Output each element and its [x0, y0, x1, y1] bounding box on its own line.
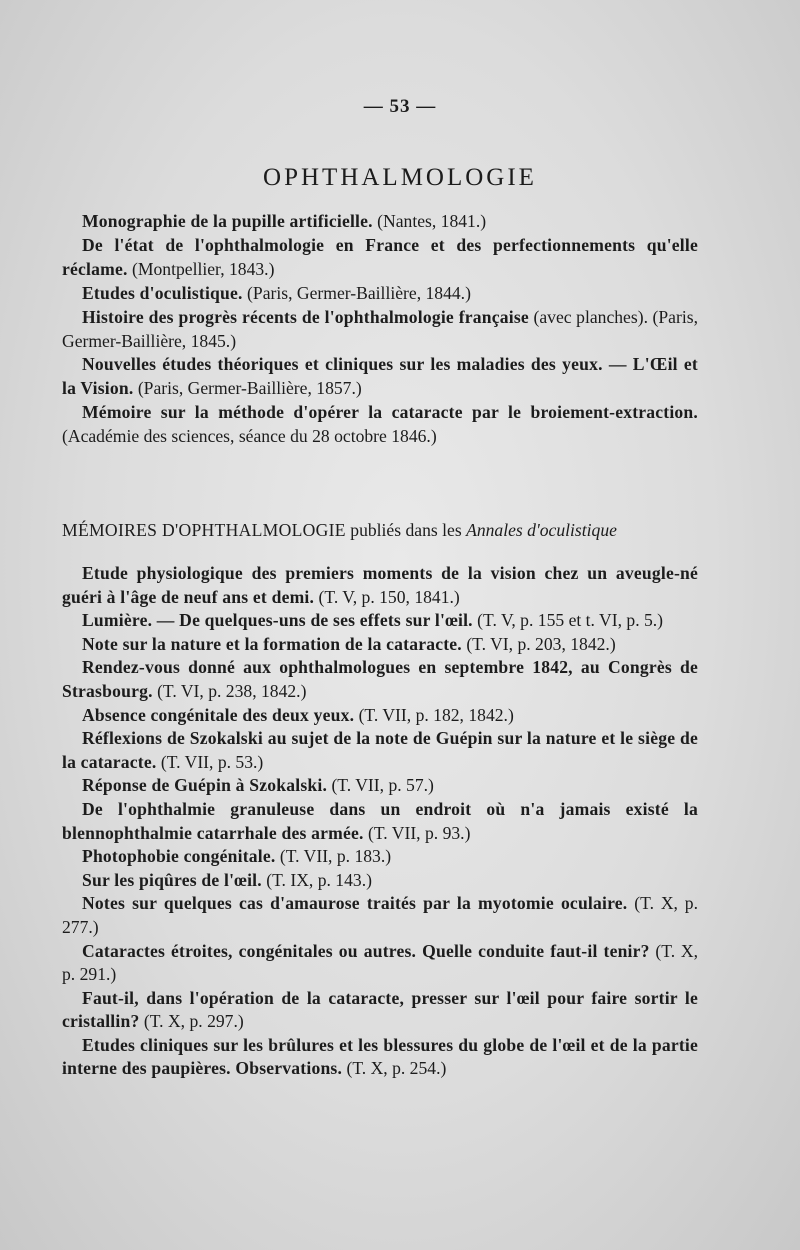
entry-title: Histoire des progrès récents de l'ophthalmologie française — [82, 306, 529, 327]
entry-title: Absence congénitale des deux yeux. — [82, 704, 355, 725]
list-item — [62, 306, 698, 354]
entry-details: (T. VII, p. 182, 1842.) — [358, 704, 514, 725]
list-item — [62, 704, 698, 728]
entry-title: Lumière. — De quelques-uns de ses effets sur l'œil. — [82, 610, 473, 631]
entry-title: Etude physiologique des premiers moments de la vision chez un aveugle-né guéri à l'âge de neuf ans et demi. — [62, 563, 698, 607]
entry-details: (T. X, p. 277.) — [62, 893, 698, 937]
list-item — [62, 656, 698, 703]
page-title: OPHTHALMOLOGIE — [263, 164, 537, 191]
entry-details: (Montpellier, 1843.) — [131, 258, 275, 279]
entry-details: (T. VII, p. 93.) — [367, 822, 471, 843]
heading-middle: publiés dans les — [350, 520, 462, 540]
entry-details: (Paris, Germer-Baillière, 1844.) — [247, 282, 471, 303]
entry-title: Faut-il, dans l'opération de la cataracte, presser sur l'œil pour faire sortir le cristallin? — [62, 987, 698, 1032]
memoires-heading — [62, 520, 722, 541]
list-item — [62, 401, 698, 449]
entry-title: Note sur la nature et la formation de la cataracte. — [82, 633, 462, 654]
entry-title: De l'ophthalmie granuleuse dans un endroit où n'a jamais existé la blennophthalmie catarrhale des armée. — [62, 798, 698, 843]
list-item — [62, 282, 698, 306]
list-item — [62, 987, 698, 1034]
list-item — [62, 562, 698, 609]
heading-prefix: MÉMOIRES D'OPHTHALMOLOGIE — [62, 520, 346, 540]
memoires-list — [62, 562, 698, 1081]
list-item — [62, 210, 698, 234]
list-item — [62, 892, 698, 939]
entry-details: (T. X, p. 291.) — [62, 940, 698, 985]
entry-title: Photophobie congénitale. — [82, 846, 276, 867]
list-item — [62, 845, 698, 869]
entry-details: (T. X, p. 297.) — [143, 1011, 244, 1032]
list-item — [62, 727, 698, 774]
entry-title: Etudes d'oculistique. — [82, 282, 243, 303]
entry-title: Nouvelles études théoriques et cliniques sur les maladies des yeux. — L'Œil et la Vision. — [62, 354, 698, 399]
list-item — [62, 798, 698, 845]
entry-details: (T. VI, p. 203, 1842.) — [466, 633, 616, 654]
entry-title: Notes sur quelques cas d'amaurose traités par la myotomie oculaire. — [82, 893, 628, 914]
entry-title: Monographie de la pupille artificielle. — [82, 211, 373, 231]
list-item — [62, 353, 698, 401]
page-number: — 53 — — [363, 96, 437, 117]
entry-details: (T. VII, p. 57.) — [331, 775, 434, 796]
entry-details: (T. V, p. 150, 1841.) — [318, 586, 460, 607]
list-item — [62, 869, 698, 893]
entry-title: Mémoire sur la méthode d'opérer la cataracte par le broiement-extraction. — [82, 402, 698, 423]
heading-journal: Annales d'oculistique — [466, 520, 617, 540]
entry-title: Rendez-vous donné aux ophthalmologues en septembre 1842, au Congrès de Strasbourg. — [62, 657, 698, 701]
entry-details: (T. VII, p. 183.) — [279, 846, 392, 867]
list-item — [62, 774, 698, 798]
entry-title: Cataractes étroites, congénitales ou autres. Quelle conduite faut-il tenir? — [82, 940, 650, 961]
entry-details: (Paris, Germer-Baillière, 1857.) — [137, 378, 362, 399]
entry-details: (Nantes, 1841.) — [377, 211, 487, 231]
entry-details: (Académie des sciences, séance du 28 octobre 1846.) — [62, 426, 437, 447]
entry-details: (T. V, p. 155 et t. VI, p. 5.) — [477, 610, 664, 631]
entry-title: Etudes cliniques sur les brûlures et les blessures du globe de l'œil et de la partie interne des paupières. Observations. — [62, 1034, 698, 1079]
list-item — [62, 940, 698, 987]
publications-list — [62, 210, 698, 449]
entry-details: (T. VI, p. 238, 1842.) — [157, 680, 307, 701]
list-item — [62, 234, 698, 282]
entry-details: (avec planches). (Paris, Germer-Baillière, 1845.) — [62, 306, 698, 351]
entry-title: De l'état de l'ophthalmologie en France et des perfectionnements qu'elle réclame. — [62, 234, 698, 279]
entry-title: Réponse de Guépin à Szokalski. — [82, 775, 328, 796]
entry-details: (T. X, p. 254.) — [346, 1058, 447, 1079]
entry-title: Réflexions de Szokalski au sujet de la note de Guépin sur la nature et le siège de la cataracte. — [62, 728, 698, 772]
entry-details: (T. IX, p. 143.) — [266, 869, 372, 890]
entry-details: (T. VII, p. 53.) — [160, 751, 264, 772]
entry-title: Sur les piqûres de l'œil. — [82, 869, 262, 890]
list-item — [62, 1034, 698, 1081]
list-item — [62, 633, 698, 657]
list-item — [62, 609, 698, 633]
